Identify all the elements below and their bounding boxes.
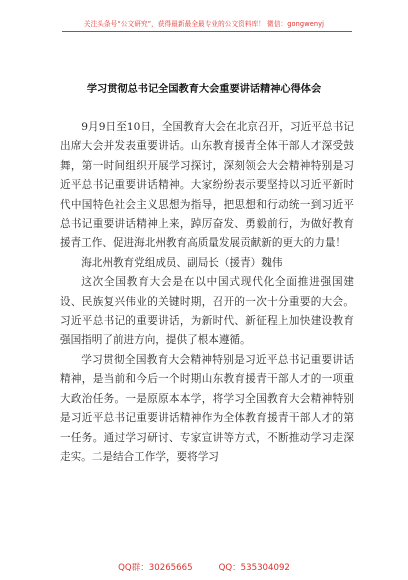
paragraph-intro: 9月9日至10日，全国教育大会在北京召开，习近平总书记出席大会并发表重要讲话。山东教育援青全体干部人才深受鼓舞，第一时间组织开展学习探讨，深刻领会大会精神特别是习近平总书记重要讲话精神。大家纷纷表示要坚持以习近平新时代中国特色社会主义思想为指导，把思想和行动统一到习近平总书记重要讲话精神上来，踔厉奋发、勇毅前行，为做好教育援青工作、促进海北州教育高质量发展贡献新的更大的力量！ — [60, 121, 354, 250]
paragraph-study: 学习贯彻全国教育大会精神特别是习近平总书记重要讲话精神，是当前和今后一个时期山东教育援青干部人才的一项重大政治任务。一是原原本本学，将学习全国教育大会精神特别是习近平总书记重要讲话精神作为全体教育援青干部人才的第一任务。通过学习研讨、专家宣讲等方式，不断推动学习走深走实。二是结合工作学，要将学习 — [60, 353, 354, 463]
header-banner: 关注头条号“公文研究”，获得最新最全最专业的公文资料库！ 微信：gongwenyj — [83, 20, 325, 28]
qq-contact-text: QQ：535304092 — [218, 563, 290, 573]
document-title: 学习贯彻总书记全国教育大会重要讲话精神心得体会 — [86, 84, 322, 95]
header-divider — [62, 31, 352, 32]
paragraph-significance: 这次全国教育大会是在以中国式现代化全面推进强国建设、民族复兴伟业的关键时期，召开的一次十分重要的大会。习近平总书记的重要讲话，为新时代、新征程上加快建设教育强国指明了前进方向，提供了根本遵循。 — [60, 276, 354, 347]
document-body — [60, 118, 354, 467]
qq-group-text: QQ群：30265665 — [118, 563, 193, 573]
author-line: 海北州教育党组成员、副局长（援青）魏伟 — [81, 256, 283, 269]
footer-contact — [0, 561, 408, 573]
